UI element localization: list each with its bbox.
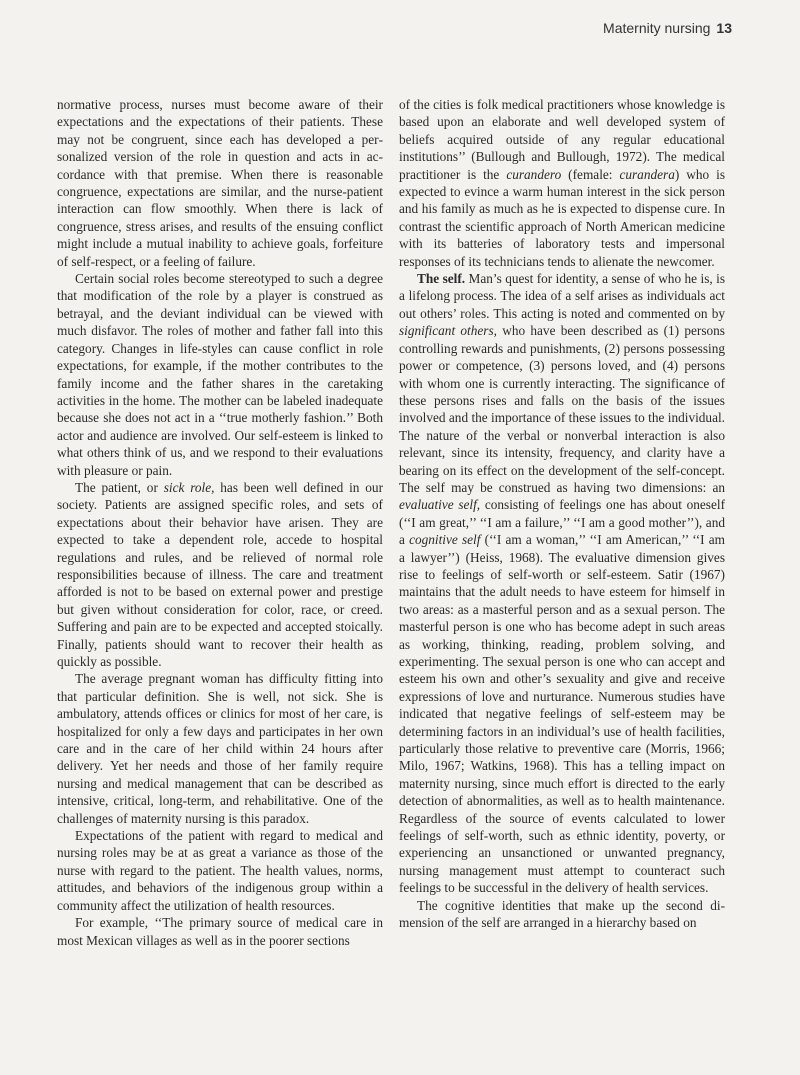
paragraph: The cognitive identities that make up the second dimension of the self are arranged in a hierarchy based on: [399, 897, 725, 931]
paragraph: The average pregnant woman has difficulty fitting into that particular definition. She is well, not sick. She is ambulatory, attends offices or clinics for most of her care, is hospitalized for only a few days and participates in her own care and in the care of her child within 24 hours after delivery. Yet her needs and those of her family require nursing and medical management that can be described as intensive, critical, long-term, and rehabilitative. One of the challenges of maternity nursing is this paradox.: [57, 671, 383, 826]
running-title: Maternity nursing: [603, 20, 711, 36]
term-curandera: curandera: [619, 166, 675, 182]
paragraph: The patient, or sick role, has been well defined in our society. Patients are assigned specific roles, and sets of expectations about their behavior have arisen. They are expected to take a dependent role, accede to hospital regulations and rules, and be relieved of normal role responsibilities because of illness. The care and treatment afforded is not to be based on external power and prestige but given without consideration for color, race, or creed. Suffering and pain are to be expected and accepted stoically. Finally, patients should want to recover their health as quickly as possible.: [57, 479, 383, 669]
left-column: [57, 96, 383, 949]
paragraph: normative process, nurses must become aware of their expectations and the expectations of their patients. These may not be congruent, since each has developed a personalized version of the role in question and acts in accordance with that premise. When there is reasonable congruence, expectations are similar, and the nurse-patient interaction can flow smoothly. When there is lack of congruence, stress arises, and results of the ensuing conflict might include a mutual inability to achieve goals, forfeiture of self-respect, or a feeling of failure.: [57, 97, 383, 269]
right-column: [399, 96, 725, 932]
page-number: 13: [716, 20, 732, 36]
paragraph: of the cities is folk medical practitioners whose knowledge is based upon an elaborate and well developed system of beliefs acquired outside of any regular educational institutions’’ (Bullough and Bullough, 1972). The medical practitioner is the curandero (female: curandera) who is expected to evince a warm human interest in the sick person and his family as much as he is expected to dispense cure. In contrast the scientific approach of North American medicine with its batteries of laboratory tests and impersonal responses of its technicians tends to alienate the newcomer.: [399, 97, 725, 269]
running-head: [603, 20, 732, 36]
paragraph: The self. Man’s quest for identity, a sense of who he is, is a lifelong process. The idea of a self arises as individuals act out others’ roles. This acting is noted and commented on by significant others, who have been described as (1) persons controlling rewards and punishments, (2) persons possessing power or competence, (3) persons loved, and (4) persons with whom one is currently interacting. The significance of these persons rises and falls on the basis of the issues involved and the importance of these issues to the individual. The nature of the verbal or nonverbal interaction is also relevant, since its intensity, frequency, and clarity have a bearing on its effect on the development of the self-concept. The self may be construed as having two dimensions: an evaluative self, consisting of feelings one has about oneself (‘‘I am great,’’ ‘‘I am a failure,’’ ‘‘I am a good mother’’), and a cognitive self (‘‘I am a woman,’’ ‘‘I am American,’’ ‘‘I am a lawyer’’) (Heiss, 1968). The evaluative dimension gives rise to feelings of self-worth or self-esteem. Satir (1967) maintains that the adult needs to have esteem for himself in two areas: as a masterful person and as a sexual person. The masterful person is one who has become adept in such areas as working, thinking, reading, problem solving, and experimenting. The sexual person is one who can accept and esteem his own and other’s sexuality and give and receive expressions of love and nurturance. Numerous studies have indicated that negative feelings of self-esteem may be determining factors in an individual’s use of health facilities, particularly those relative to preventive care (Morris, 1966; Milo, 1967; Watkins, 1968). This has a telling impact on maternity nursing, since much effort is directed to the early detection of abnormalities, as well as to health maintenance. Regardless of the source of events calculated to lower feelings of self-worth, such as ethnic identity, poverty, or experiencing an unsanctioned or unwanted pregnancy, nursing management must attempt to counteract such feelings to be successful in the delivery of health services.: [399, 271, 726, 896]
term-significant-others: significant others,: [399, 323, 497, 339]
section-heading-the-self: The self.: [417, 271, 466, 287]
paragraph: For example, ‘‘The primary source of medical care in most Mexican villages as well as in the poorer sections: [57, 915, 383, 948]
term-cognitive-self: cognitive self: [409, 532, 481, 548]
term-curandero: curandero: [506, 166, 562, 182]
term-sick-role: sick role,: [163, 479, 215, 495]
term-evaluative-self: evaluative self,: [399, 497, 481, 513]
paragraph: Expectations of the patient with regard to medical and nursing roles may be at as great a variance as those of the nurse with regard to the patient. The health values, norms, attitudes, and behaviors of the indigenous group within a community affect the utilization of health resources.: [57, 828, 383, 913]
paragraph: Certain social roles become stereotyped to such a degree that modification of the role by a player is construed as betrayal, and the deviant individual can be viewed with much disfavor. The roles of mother and father fall into this category. Changes in life-styles can cause conflict in role expectations, for example, if the mother contributes to the family income and the father shares in the caretaking activities in the home. The mother can be labeled inadequate because she does not act in a ‘‘true motherly fashion.’’ Both actor and audience are involved. Our self-esteem is linked to what others think of us, and we respond to their evaluations with pleasure or pain.: [57, 271, 383, 478]
